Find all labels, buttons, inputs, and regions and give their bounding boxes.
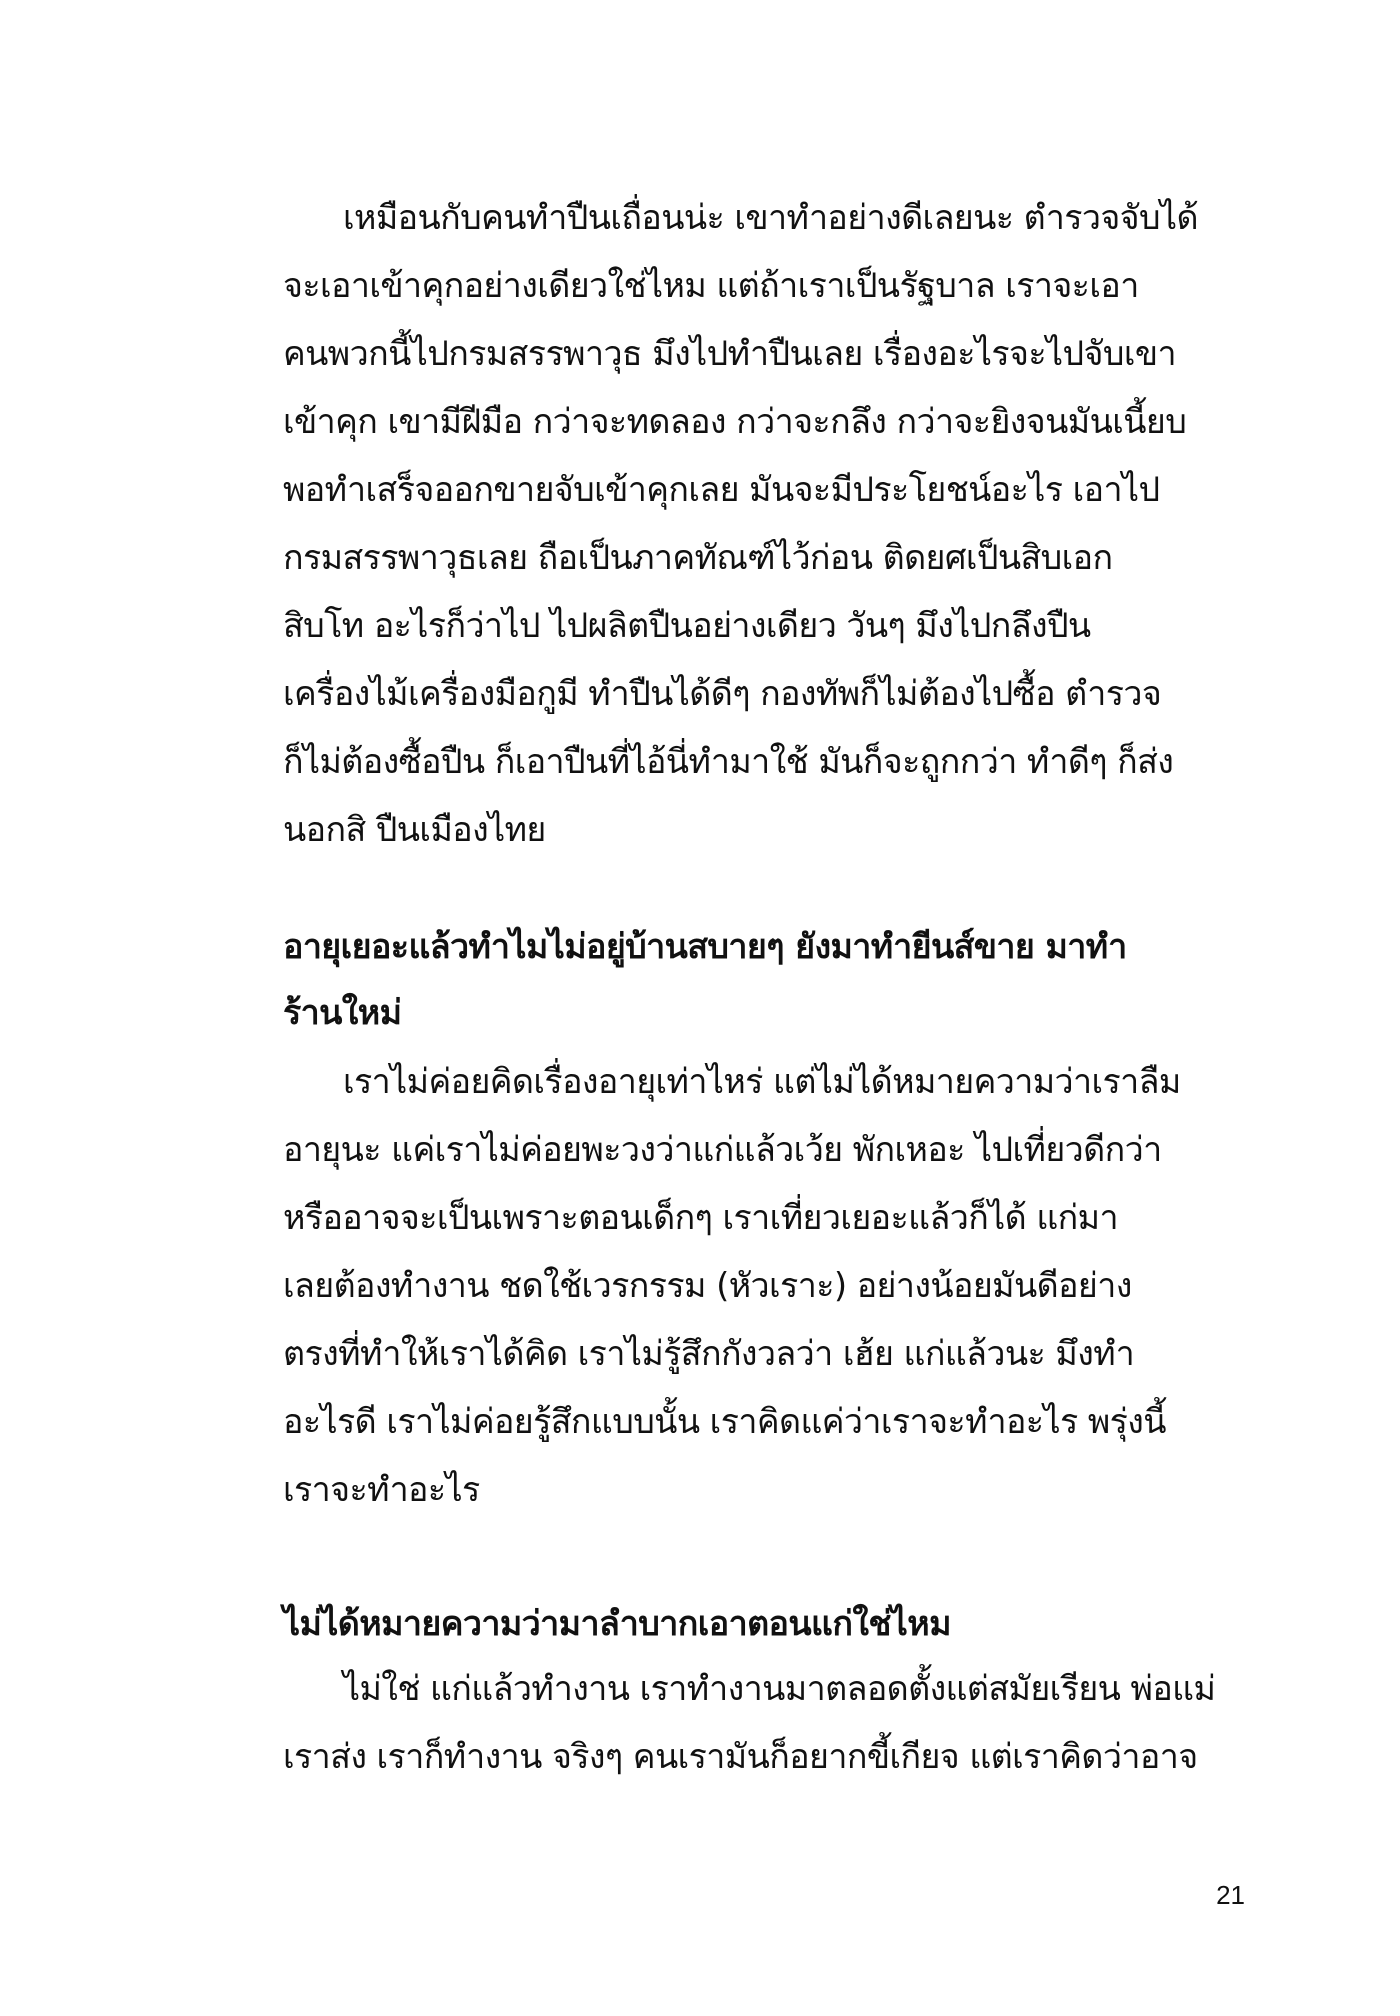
- paragraph-line: เราจะทำอะไร: [283, 1470, 480, 1510]
- heading-line: อายุเยอะแล้วทำไมไม่อยู่บ้านสบายๆ ยังมาทำยีนส์ขาย มาทำ: [283, 927, 1127, 967]
- paragraph-guns: [283, 184, 1245, 864]
- paragraph-line: อายุนะ แค่เราไม่ค่อยพะวงว่าแก่แล้วเว้ย พักเหอะ ไปเที่ยวดีกว่า: [283, 1130, 1162, 1170]
- page-number: 21: [1216, 1880, 1245, 1910]
- question-heading-hardship: [283, 1591, 1245, 1657]
- question-heading-age: [283, 914, 1245, 1046]
- paragraph-line: เหมือนกับคนทำปืนเถื่อนน่ะ เขาทำอย่างดีเลยนะ ตำรวจจับได้: [343, 198, 1198, 238]
- paragraph-line: ตรงที่ทำให้เราได้คิด เราไม่รู้สึกกังวลว่า เฮ้ย แก่แล้วนะ มึงทำ: [283, 1334, 1135, 1374]
- paragraph-hardship-answer: [283, 1655, 1245, 1791]
- paragraph-line: เลยต้องทำงาน ชดใช้เวรกรรม (หัวเราะ) อย่างน้อยมันดีอย่าง: [283, 1266, 1132, 1306]
- paragraph-line: ไม่ใช่ แก่แล้วทำงาน เราทำงานมาตลอดตั้งแต่สมัยเรียน พ่อแม่: [343, 1669, 1216, 1709]
- paragraph-age-answer: [283, 1048, 1245, 1524]
- paragraph-line: จะเอาเข้าคุกอย่างเดียวใช่ไหม แต่ถ้าเราเป็นรัฐบาล เราจะเอา: [283, 266, 1139, 306]
- paragraph-line: กรมสรรพาวุธเลย ถือเป็นภาคทัณฑ์ไว้ก่อน ติดยศเป็นสิบเอก: [283, 538, 1113, 578]
- paragraph-line: หรืออาจจะเป็นเพราะตอนเด็กๆ เราเที่ยวเยอะแล้วก็ได้ แก่มา: [283, 1198, 1118, 1238]
- paragraph-line: เข้าคุก เขามีฝีมือ กว่าจะทดลอง กว่าจะกลึง กว่าจะยิงจนมันเนี้ยบ: [283, 402, 1187, 442]
- paragraph-line: เราไม่ค่อยคิดเรื่องอายุเท่าไหร่ แต่ไม่ได้หมายความว่าเราลืม: [343, 1062, 1181, 1102]
- paragraph-line: นอกสิ ปืนเมืองไทย: [283, 810, 546, 850]
- paragraph-line: พอทำเสร็จออกขายจับเข้าคุกเลย มันจะมีประโยชน์อะไร เอาไป: [283, 470, 1160, 510]
- paragraph-line: ก็ไม่ต้องซื้อปืน ก็เอาปืนที่ไอ้นี่ทำมาใช้ มันก็จะถูกกว่า ทำดีๆ ก็ส่ง: [283, 742, 1174, 782]
- heading-line: ร้านใหม่: [283, 993, 402, 1033]
- paragraph-line: สิบโท อะไรก็ว่าไป ไปผลิตปืนอย่างเดียว วันๆ มึงไปกลึงปืน: [283, 606, 1091, 646]
- paragraph-line: อะไรดี เราไม่ค่อยรู้สึกแบบนั้น เราคิดแค่ว่าเราจะทำอะไร พรุ่งนี้: [283, 1402, 1166, 1442]
- heading-line: ไม่ได้หมายความว่ามาลำบากเอาตอนแก่ใช่ไหม: [283, 1604, 951, 1644]
- paragraph-line: คนพวกนี้ไปกรมสรรพาวุธ มึงไปทำปืนเลย เรื่องอะไรจะไปจับเขา: [283, 334, 1176, 374]
- paragraph-line: เครื่องไม้เครื่องมือกูมี ทำปืนได้ดีๆ กองทัพก็ไม่ต้องไปซื้อ ตำรวจ: [283, 674, 1162, 714]
- paragraph-line: เราส่ง เราก็ทำงาน จริงๆ คนเรามันก็อยากขี้เกียจ แต่เราคิดว่าอาจ: [283, 1737, 1198, 1777]
